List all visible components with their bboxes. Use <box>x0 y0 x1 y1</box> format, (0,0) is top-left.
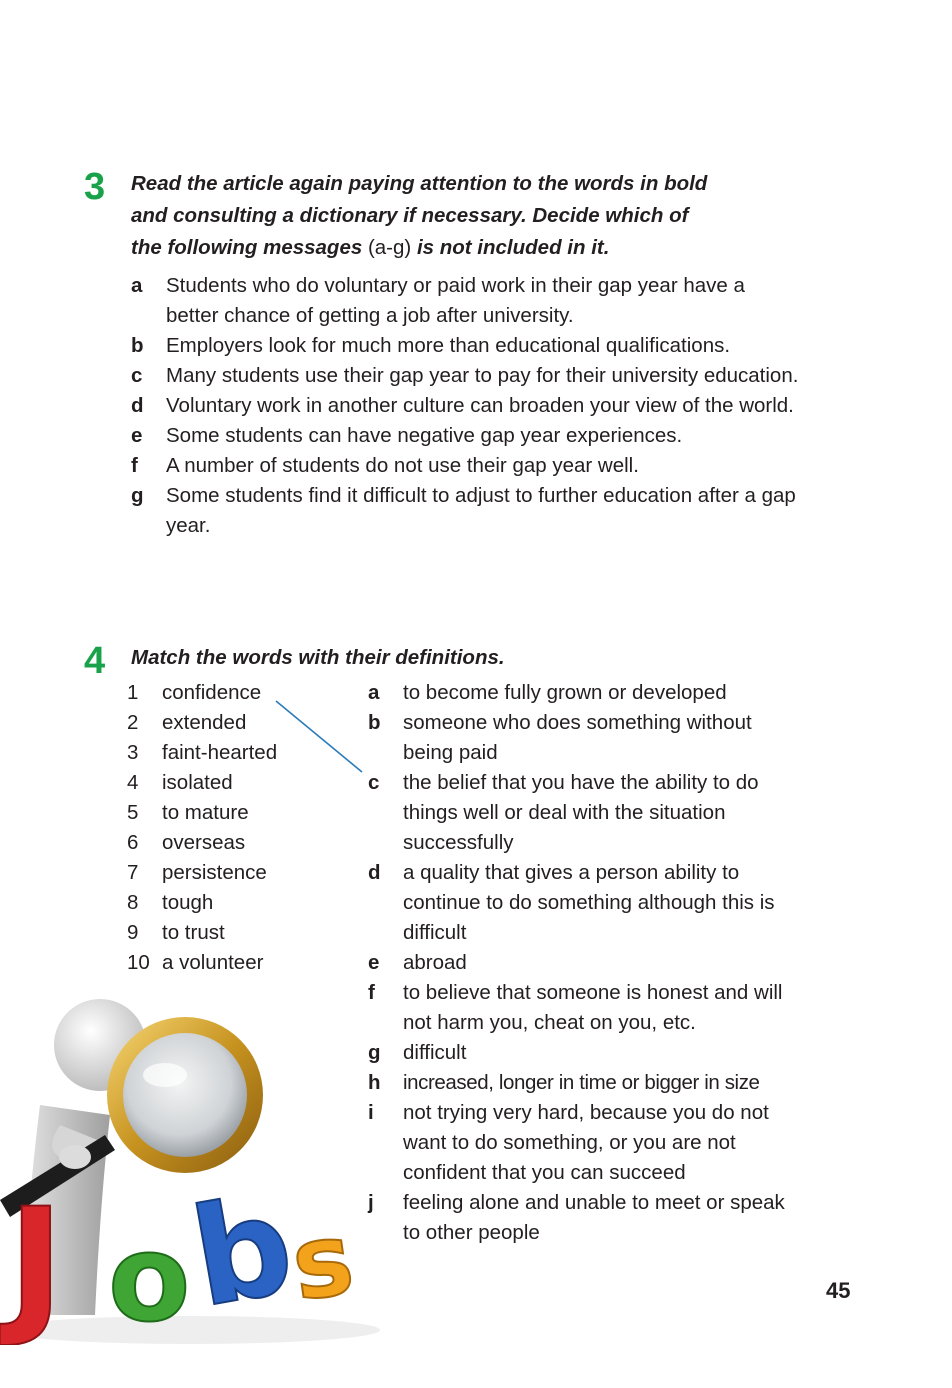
option-text: Voluntary work in another culture can broaden your view of the world. <box>166 394 794 417</box>
word-text: faint-hearted <box>162 741 278 764</box>
word-text: persistence <box>162 861 267 884</box>
jobs-illustration <box>0 985 395 1345</box>
option-text: Some students can have negative gap year experiences. <box>166 424 683 447</box>
lens-highlight <box>143 1063 187 1087</box>
option-letter: e <box>131 424 143 447</box>
word-number: 6 <box>127 831 139 854</box>
definition-letter: a <box>368 681 380 704</box>
exercise-3-number: 3 <box>84 166 106 208</box>
definition-letter: e <box>368 951 380 974</box>
illustration-letter-o: o <box>108 1210 191 1345</box>
option-text: Some students find it difficult to adjust to further education after a gap year. <box>166 484 796 537</box>
instruction-line-3a: the following messages <box>131 236 368 259</box>
definition-text: a quality that gives a person ability to continue to do something although this is difficult <box>403 861 775 944</box>
exercise-4-number: 4 <box>84 640 106 682</box>
word-number: 10 <box>127 951 150 974</box>
option-text: Many students use their gap year to pay for their university education. <box>166 364 799 387</box>
option-letter: b <box>131 334 144 357</box>
word-text: a volunteer <box>162 951 264 974</box>
definition-text: increased, longer in time or bigger in size <box>403 1071 760 1094</box>
definition-letter: j <box>368 1191 374 1214</box>
definition-text: to become fully grown or developed <box>403 681 727 704</box>
word-text: overseas <box>162 831 246 854</box>
figure-hand <box>59 1145 91 1169</box>
word-number: 2 <box>127 711 139 734</box>
word-number: 1 <box>127 681 139 704</box>
instruction-line-2: and consulting a dictionary if necessary. Decide which of <box>131 204 689 227</box>
instruction-range: (a-g) <box>367 236 412 259</box>
word-text: extended <box>162 711 247 734</box>
definition-letter: h <box>368 1071 381 1094</box>
magnifier-lens <box>123 1033 247 1157</box>
definition-text: someone who does something without being paid <box>403 711 752 764</box>
word-text: confidence <box>162 681 262 704</box>
word-number: 8 <box>127 891 139 914</box>
word-text: to trust <box>162 921 225 944</box>
instruction-line-3c: is not included in it. <box>411 236 610 259</box>
definition-letter: d <box>368 861 381 884</box>
illustration-letter-s: s <box>284 1199 361 1324</box>
exercise-4-instruction: Match the words with their definitions. <box>131 646 505 669</box>
option-letter: a <box>131 274 143 297</box>
instruction-line-1: Read the article again paying attention to the words in bold <box>131 172 708 195</box>
option-letter: f <box>131 454 138 477</box>
illustration-letter-b: b <box>181 1166 304 1338</box>
definition-text: to believe that someone is honest and will not harm you, cheat on you, etc. <box>403 981 783 1034</box>
word-text: tough <box>162 891 214 914</box>
page-number: 45 <box>826 1278 851 1303</box>
definition-text: not trying very hard, because you do not want to do something, or you are not confident that you can succeed <box>403 1101 769 1184</box>
definition-letter: f <box>368 981 375 1004</box>
word-number: 9 <box>127 921 139 944</box>
option-text: A number of students do not use their gap year well. <box>166 454 639 477</box>
definition-letter: c <box>368 771 380 794</box>
option-letter: g <box>131 484 144 507</box>
definition-letter: i <box>368 1101 374 1124</box>
word-number: 5 <box>127 801 139 824</box>
illustration-letter-j: J <box>8 1177 64 1345</box>
word-number: 3 <box>127 741 139 764</box>
definition-text: feeling alone and unable to meet or speak to other people <box>403 1191 785 1244</box>
definition-letter: g <box>368 1041 381 1064</box>
word-text: to mature <box>162 801 249 824</box>
option-text: Employers look for much more than educational qualifications. <box>166 334 731 357</box>
definition-text: difficult <box>403 1041 467 1064</box>
word-number: 7 <box>127 861 139 884</box>
definition-text: abroad <box>403 951 467 974</box>
match-line-confidence-c <box>276 701 362 772</box>
word-number: 4 <box>127 771 139 794</box>
definition-letter: b <box>368 711 381 734</box>
word-text: isolated <box>162 771 233 794</box>
option-letter: d <box>131 394 144 417</box>
definition-text: the belief that you have the ability to do things well or deal with the situation successfully <box>403 771 759 854</box>
option-text: Students who do voluntary or paid work in their gap year have a better chance of getting a job after university. <box>166 274 745 327</box>
option-letter: c <box>131 364 143 387</box>
